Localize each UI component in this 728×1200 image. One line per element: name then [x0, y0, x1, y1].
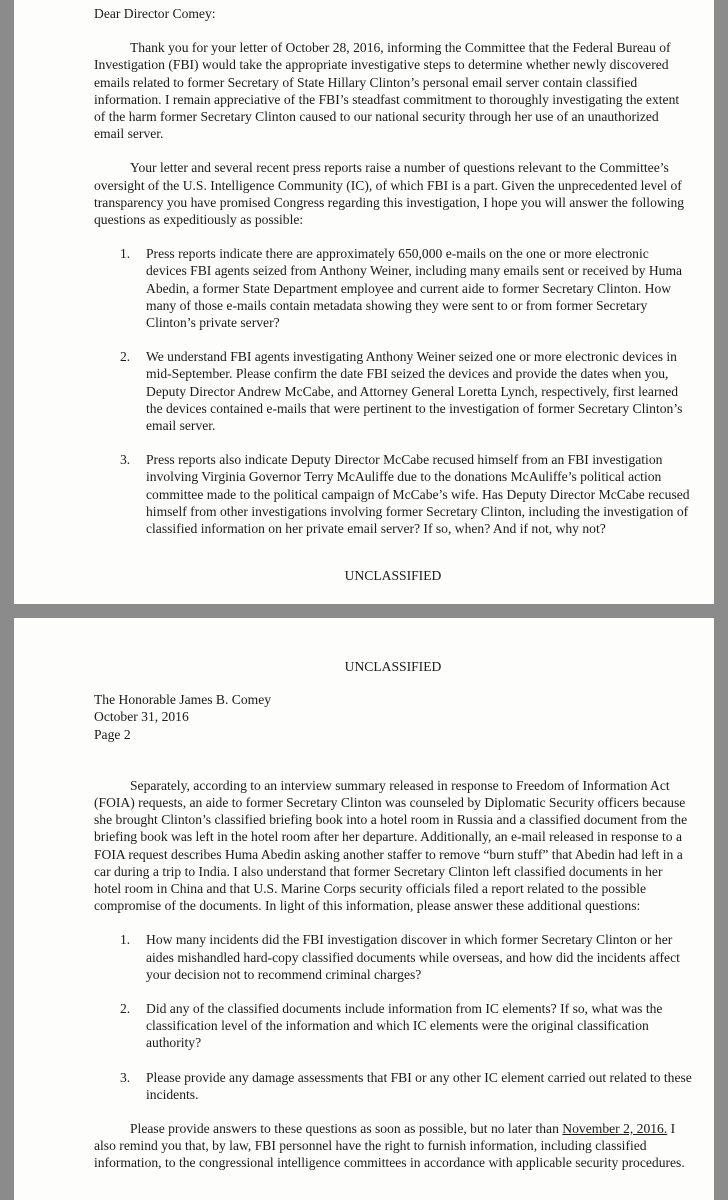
closing-paragraph	[94, 1120, 692, 1172]
list-item	[94, 1000, 692, 1052]
letter-page-2	[14, 618, 714, 1200]
classification-header: UNCLASSIFIED	[344, 659, 442, 674]
list-item	[94, 1069, 692, 1103]
classification-footer: UNCLASSIFIED	[344, 568, 442, 584]
paragraph: Separately, according to an interview summary released in response to Freedom of Information Act (FOIA) requests, an aide to former Secretary Clinton was counseled by Diplomatic Security officers because she brought Clinton’s classified briefing book into a hotel room in Russia and a classified document from the briefing book was left in the hotel room after her departure. Additionally, an e-mail released in response to a FOIA request describes Huma Abedin asking another staffer to remove “burn stuff” that Abedin had left in a car during a trip to India. I also understand that former Secretary Clinton left classified documents in her hotel room in China and that U.S. Marine Corps security officials filed a report related to the possible compromise of the documents. In light of this information, please answer these additional questions:	[94, 777, 688, 914]
item-number: 1.	[120, 932, 131, 948]
item-text: Press reports also indicate Deputy Director McCabe recused himself from an FBI investigation involving Virginia Governor Terry McAuliffe due to the donations McAuliffe’s political action committee made to the political campaign of McCabe’s wife. Has Deputy Director McCabe recused himself from other investigations involving former Secretary Clinton, including the investigation of classified information on her private email server? If so, when? And if not, why not?	[146, 452, 690, 537]
page-number: Page 2	[94, 726, 131, 742]
item-number: 1.	[120, 246, 131, 262]
item-text: Did any of the classified documents include information from IC elements? If so, what was the classification level of the information and which IC elements were the original classification authority?	[146, 1001, 663, 1051]
paragraph: Thank you for your letter of October 28, 2016, informing the Committee that the Federal Bureau of Investigation (FBI) would take the appropriate investigative steps to determine whether newly discovered emails related to former Secretary of State Hillary Clinton’s personal email server contain classified information. I remain appreciative of the FBI’s steadfast commitment to thoroughly investigating the extent of the harm former Secretary Clinton caused to our national security through her use of an unauthorized email server.	[94, 40, 680, 142]
addressee: The Honorable James B. Comey	[94, 692, 272, 708]
closing-start: Please provide answers to these questions as soon as possible, but no later than	[130, 1121, 559, 1137]
item-number: 2.	[120, 1001, 131, 1017]
question-list	[94, 931, 692, 1103]
question-list	[94, 245, 692, 537]
letter-page-1	[14, 0, 714, 604]
item-text: We understand FBI agents investigating Anthony Weiner seized one or more electronic devices in mid-September. Please confirm the date FBI seized the devices and provide the dates when you, Deputy Director Andrew McCabe, and Attorney General Loretta Lynch, respectively, first learned the devices contained e-mails that were pertinent to the investigation of former Secretary Clinton’s email server.	[146, 349, 683, 434]
item-text: Press reports indicate there are approximately 650,000 e-mails on the one or more electronic devices FBI agents seized from Anthony Weiner, including many emails sent or received by Huma Abedin, a former State Department employee and current aide to former Secretary Clinton. How many of those e-mails contain metadata showing they were sent to or from former Secretary Clinton’s private server?	[146, 246, 683, 331]
deadline-date: November 2, 2016.	[562, 1121, 668, 1137]
list-item	[94, 348, 692, 434]
letter-heading	[94, 691, 692, 743]
item-number: 3.	[120, 452, 131, 468]
item-text: How many incidents did the FBI investigation discover in which former Secretary Clinton or her aides mishandled hard-copy classified documents while overseas, and how did the incidents affect your decision not to recommend criminal charges?	[146, 932, 680, 982]
list-item	[94, 931, 692, 983]
item-text: Please provide any damage assessments that FBI or any other IC element carried out related to these incidents.	[146, 1069, 692, 1102]
item-number: 3.	[120, 1069, 131, 1085]
list-item	[94, 451, 692, 537]
paragraph: Your letter and several recent press reports raise a number of questions relevant to the Committee’s oversight of the U.S. Intelligence Community (IC), of which FBI is a part. Given the unprecedented level of transparency you have promised Congress regarding this investigation, I hope you will answer the following questions as expeditiously as possible:	[94, 160, 685, 228]
salutation: Dear Director Comey:	[94, 6, 216, 21]
closing-rest: I also remind you that, by law, FBI personnel have the right to furnish information, including classified information, to the congressional intelligence committees in accordance with applicable security procedures.	[94, 1121, 685, 1171]
list-item	[94, 245, 692, 331]
item-number: 2.	[120, 349, 131, 365]
letter-date: October 31, 2016	[94, 709, 189, 725]
